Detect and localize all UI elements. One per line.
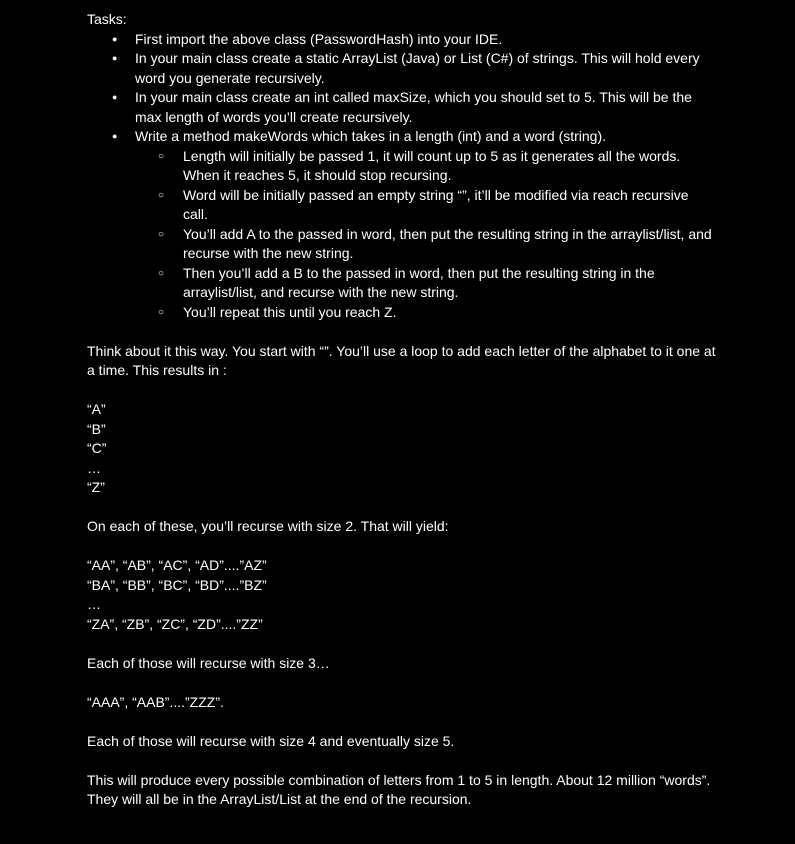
size4-paragraph: Each of those will recurse with size 4 and eventually size 5.: [87, 732, 455, 749]
document-body: [87, 10, 717, 810]
sub-task-item: ○ You’ll add A to the passed in word, then put the resulting string in the arraylist/list, and recurse with the new string.: [135, 225, 717, 264]
final-paragraph: This will produce every possible combination of letters from 1 to 5 in length. About 12 million “words”. They will all be in the ArrayList/List at the end of the recursion.: [87, 771, 711, 807]
double-letter-line: “ZA”, “ZB”, “ZC”, “ZD”....”ZZ”: [87, 615, 263, 632]
sub-task-item: ○ Length will initially be passed 1, it will count up to 5 as it generates all the words. When it reaches 5, it should stop recursing.: [135, 147, 717, 186]
sub-task-item: ○ You’ll repeat this until you reach Z.: [135, 303, 717, 323]
task-item: ● First import the above class (PasswordHash) into your IDE.: [87, 30, 717, 50]
double-letter-line: “BA”, “BB”, “BC”, “BD”....”BZ”: [87, 576, 267, 593]
makewords-sublist: [135, 147, 717, 323]
double-letter-line: “AA”, “AB”, “AC”, “AD”....”AZ”: [87, 557, 267, 573]
task-item-label: Write a method makeWords which takes in a length (int) and a word (string).: [135, 128, 607, 144]
size2-paragraph: On each of these, you’ll recurse with size 2. That will yield:: [87, 518, 449, 534]
sub-task-item: ○ Then you’ll add a B to the passed in word, then put the resulting string in the arraylist/list, and recurse with the new string.: [135, 264, 717, 303]
single-letter-line: “Z”: [87, 479, 105, 495]
single-letter-line: “A”: [87, 401, 106, 417]
task-item: ● In your main class create a static ArrayList (Java) or List (C#) of strings. This will hold every word you generate recursively.: [87, 49, 717, 88]
size3-paragraph: Each of those will recurse with size 3…: [87, 654, 330, 671]
ellipsis-line: …: [87, 459, 101, 476]
ellipsis-line: …: [87, 596, 101, 612]
triple-letter-line: “AAA”, “AAB”....”ZZZ”.: [87, 693, 224, 710]
single-letter-line: “B”: [87, 420, 106, 437]
sub-task-item: ○ Word will be initially passed an empty string “”, it’ll be modified via reach recursive call.: [135, 186, 717, 225]
task-item-makewords: [87, 127, 717, 322]
tasks-heading: Tasks:: [87, 11, 127, 27]
single-letter-line: “C”: [87, 440, 107, 456]
task-list: [87, 30, 717, 323]
think-paragraph: Think about it this way. You start with “”. You’ll use a loop to add each letter of the alphabet to it one at a time. This results in :: [87, 342, 716, 378]
task-item: ● In your main class create an int called maxSize, which you should set to 5. This will be the max length of words you’ll create recursively.: [87, 88, 717, 127]
